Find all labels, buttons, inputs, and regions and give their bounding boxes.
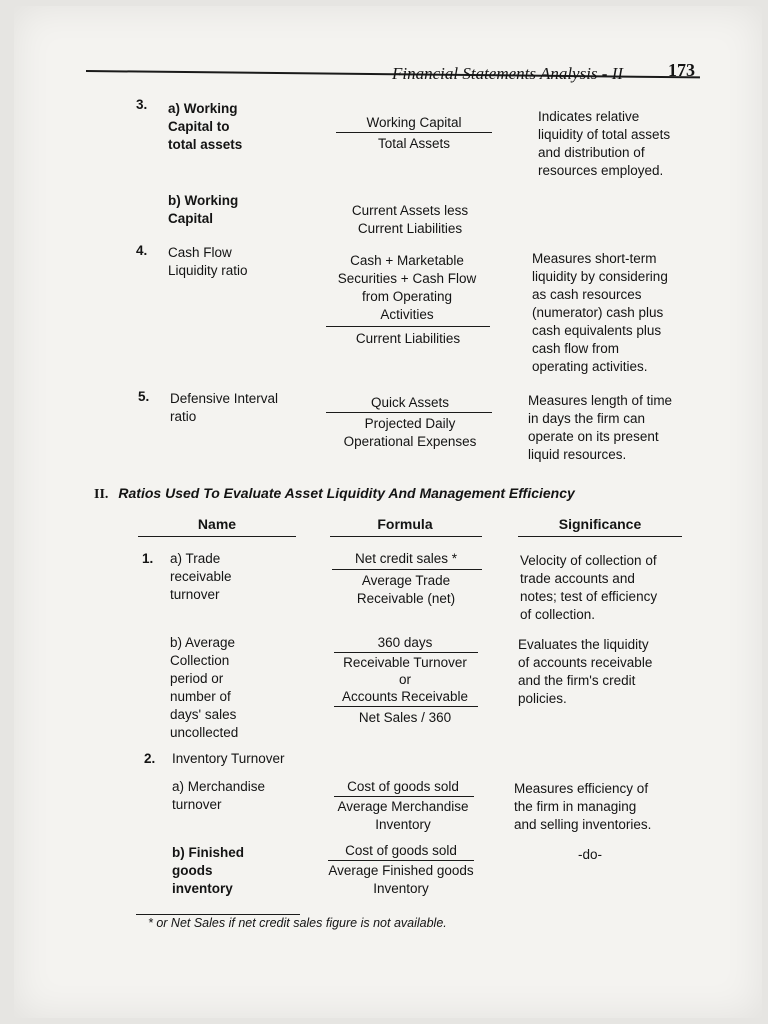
formula-denominator: Average Merchandise Inventory [337,799,469,832]
formula-numerator: Cost of goods sold [347,779,459,794]
column-header-rule [138,536,296,537]
ratio-name: Inventory Turnover [172,751,285,766]
column-header-rule [518,536,682,537]
formula-denominator: Current Liabilities [355,331,461,346]
ratio-name: b) Average Collection period or number of days' sales uncollected [170,635,239,740]
fraction-bar [334,652,478,653]
fraction-bar [332,569,482,570]
fraction-bar [334,796,474,797]
footnote: * or Net Sales if net credit sales figure is not available. [148,916,447,930]
item-number: 3. [136,97,148,112]
fraction-bar [328,860,474,861]
section-title: Ratios Used To Evaluate Asset Liquidity And Management Efficiency [118,485,575,501]
significance-text: Indicates relative liquidity of total assets and distribution of resources employed. [538,109,671,178]
column-header-rule [330,536,482,537]
ratio-name: Defensive Interval ratio [170,391,279,424]
column-header-significance: Significance [558,516,642,532]
significance-text: Measures length of time in days the firm can operate on its present liquid resources. [528,393,673,462]
formula-numerator: 360 days [377,635,433,650]
section-heading [94,485,575,503]
item-number: 1. [142,551,154,566]
formula-denominator: Projected Daily Operational Expenses [343,416,477,449]
formula-numerator: Quick Assets [370,395,450,410]
significance-text: -do- [577,847,602,862]
fraction-bar [334,706,478,707]
formula-denominator: Total Assets [377,136,451,151]
formula-numerator: Net credit sales * [354,551,458,566]
ratio-name: b) Working Capital [168,193,239,226]
footnote-rule [136,914,300,915]
formula-numerator: Accounts Receivable [341,689,469,704]
significance-text: Evaluates the liquidity of accounts receivable and the firm's credit policies. [518,637,653,706]
significance-text: Measures efficiency of the firm in managing and selling inventories. [514,781,652,832]
page-number: 173 [668,60,695,80]
item-number: 2. [144,751,156,766]
ratio-name: a) Trade receivable turnover [170,551,232,602]
ratio-name: a) Merchandise turnover [172,779,266,812]
section-number: II. [94,487,109,502]
formula-denominator: Average Trade Receivable (net) [356,573,456,606]
formula-numerator: Working Capital [366,115,462,130]
ratio-name: a) Working Capital to total assets [168,101,243,152]
fraction-bar [336,132,492,133]
formula-numerator: Cost of goods sold [345,843,457,858]
significance-text: Velocity of collection of trade accounts and notes; test of efficiency of collection. [520,553,658,622]
item-number: 4. [136,243,148,258]
fraction-bar [326,326,490,327]
column-header-name: Name [197,516,237,532]
column-header-formula: Formula [377,516,433,532]
significance-text: Measures short-term liquidity by considering as cash resources (numerator) cash plus cash equivalents plus cash flow from operating activities. [532,251,668,374]
formula-denominator: Receivable Turnover [343,655,467,670]
fraction-bar [326,412,492,413]
running-header-title: Financial Statements Analysis - II [392,64,624,83]
ratio-name: b) Finished goods inventory [172,845,244,896]
ratio-name: Cash Flow Liquidity ratio [168,245,248,278]
formula-denominator: Average Finished goods Inventory [328,863,474,896]
formula-denominator: Net Sales / 360 [358,710,452,725]
formula-text: Current Assets less Current Liabilities [351,203,469,236]
formula-numerator: Cash + Marketable Securities + Cash Flow from Operating Activities [337,253,477,322]
item-number: 5. [138,389,150,404]
formula-or: or [398,672,411,687]
